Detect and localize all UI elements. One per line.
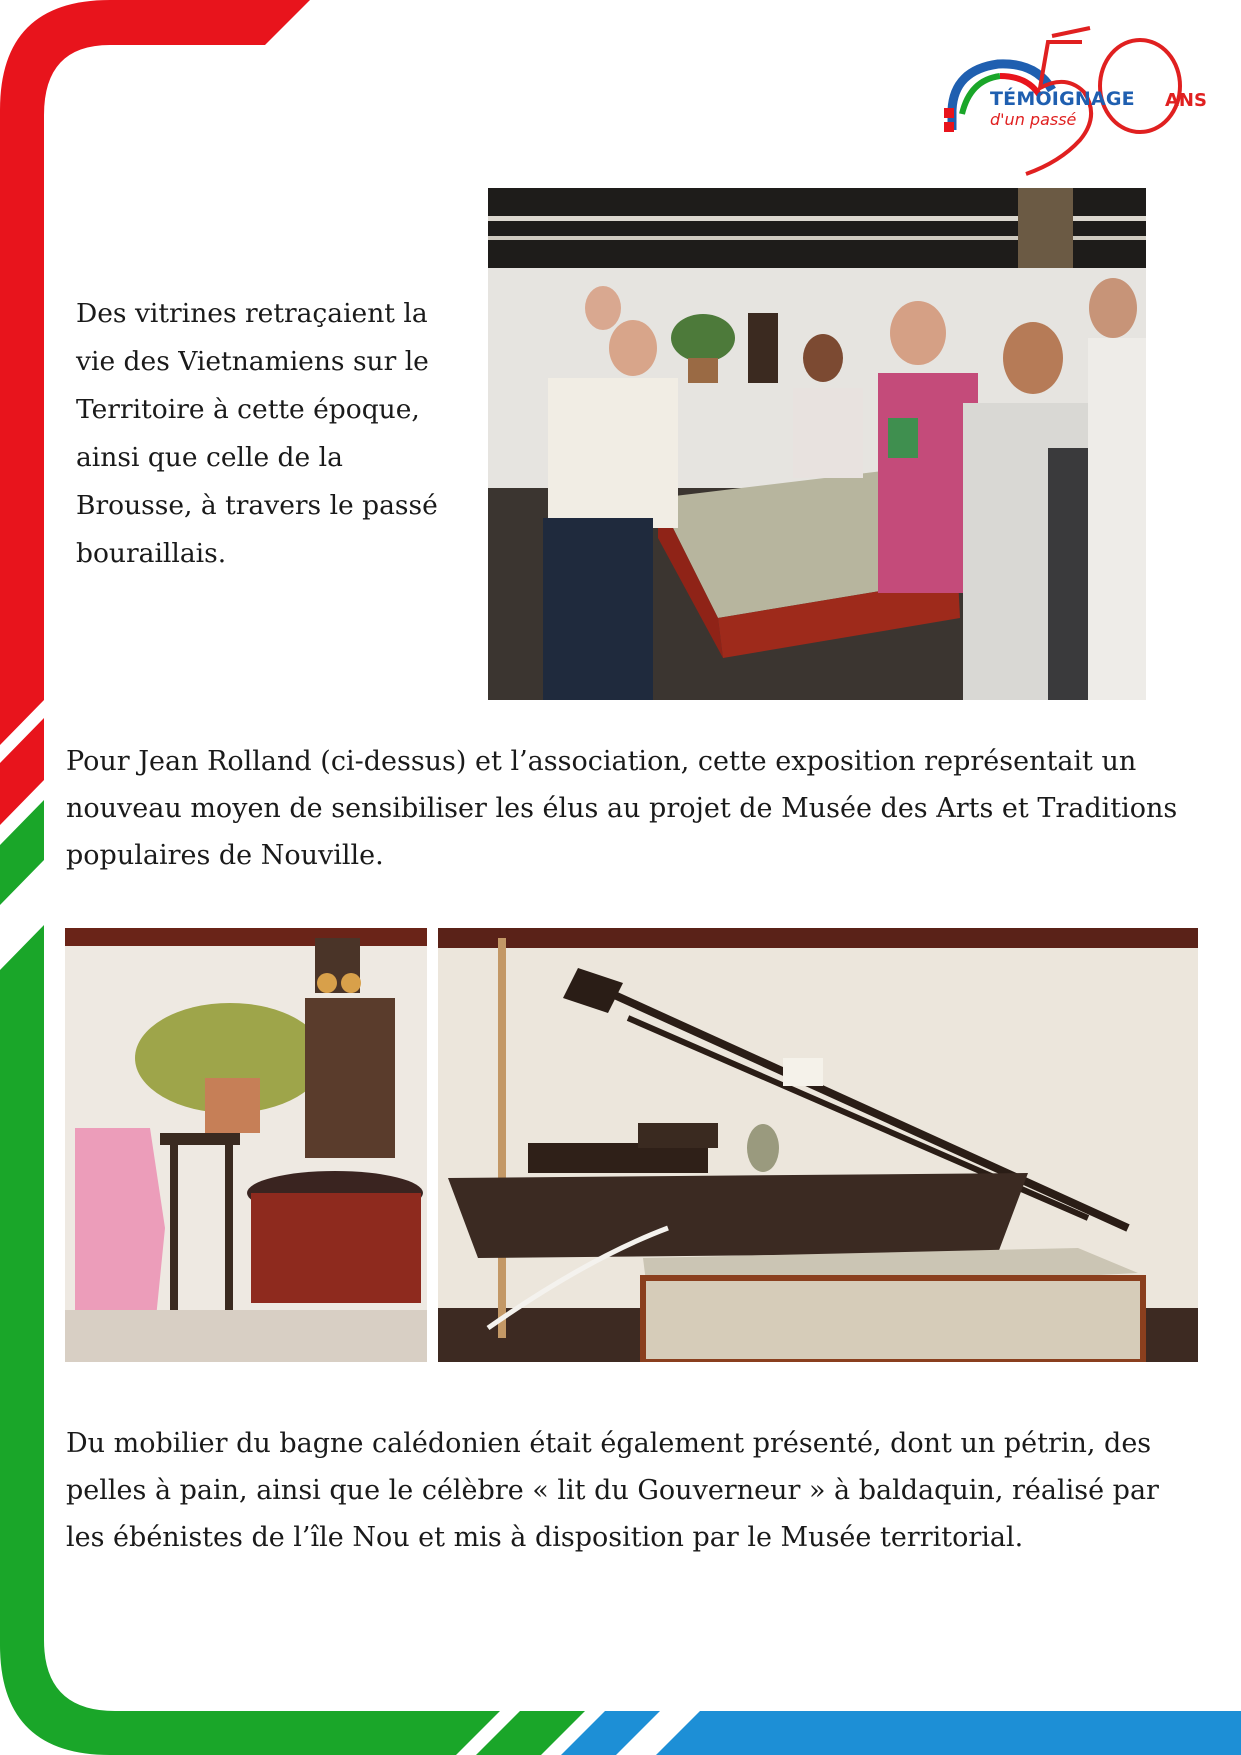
temoignage-50-ans-logo bbox=[940, 18, 1230, 178]
paragraph-mobilier: Du mobilier du bagne calédonien était également présenté, dont un pétrin, des pelles à pain, ainsi que le célèbre « lit du Gouverneur » à baldaquin, réalisé par les ébénistes de l’île Nou et mis à disposition par le Musée territorial. bbox=[66, 1428, 1159, 1553]
blue-bottom-band bbox=[656, 1711, 1241, 1755]
exhibition-photo bbox=[488, 188, 1146, 700]
logo-ans: ANS bbox=[1165, 90, 1207, 111]
logo-subtitle: d'un passé bbox=[990, 110, 1077, 129]
vitrine-objects-photo bbox=[65, 928, 427, 1362]
logo-wordmark: TÉMOIGNAGE bbox=[990, 88, 1135, 110]
paragraph-rolland: Pour Jean Rolland (ci-dessus) et l’association, cette exposition représentait un nouveau moyen de sensibiliser les élus au projet de Musée des Arts et Traditions populaires de Nouville. bbox=[66, 746, 1178, 871]
paragraph-vitrines: Des vitrines retraçaient la vie des Vietnamiens sur le Territoire à cette époque, ainsi que celle de la Brousse, à travers le passé bouraillais. bbox=[76, 298, 438, 569]
bagne-furniture-photo bbox=[438, 928, 1198, 1362]
